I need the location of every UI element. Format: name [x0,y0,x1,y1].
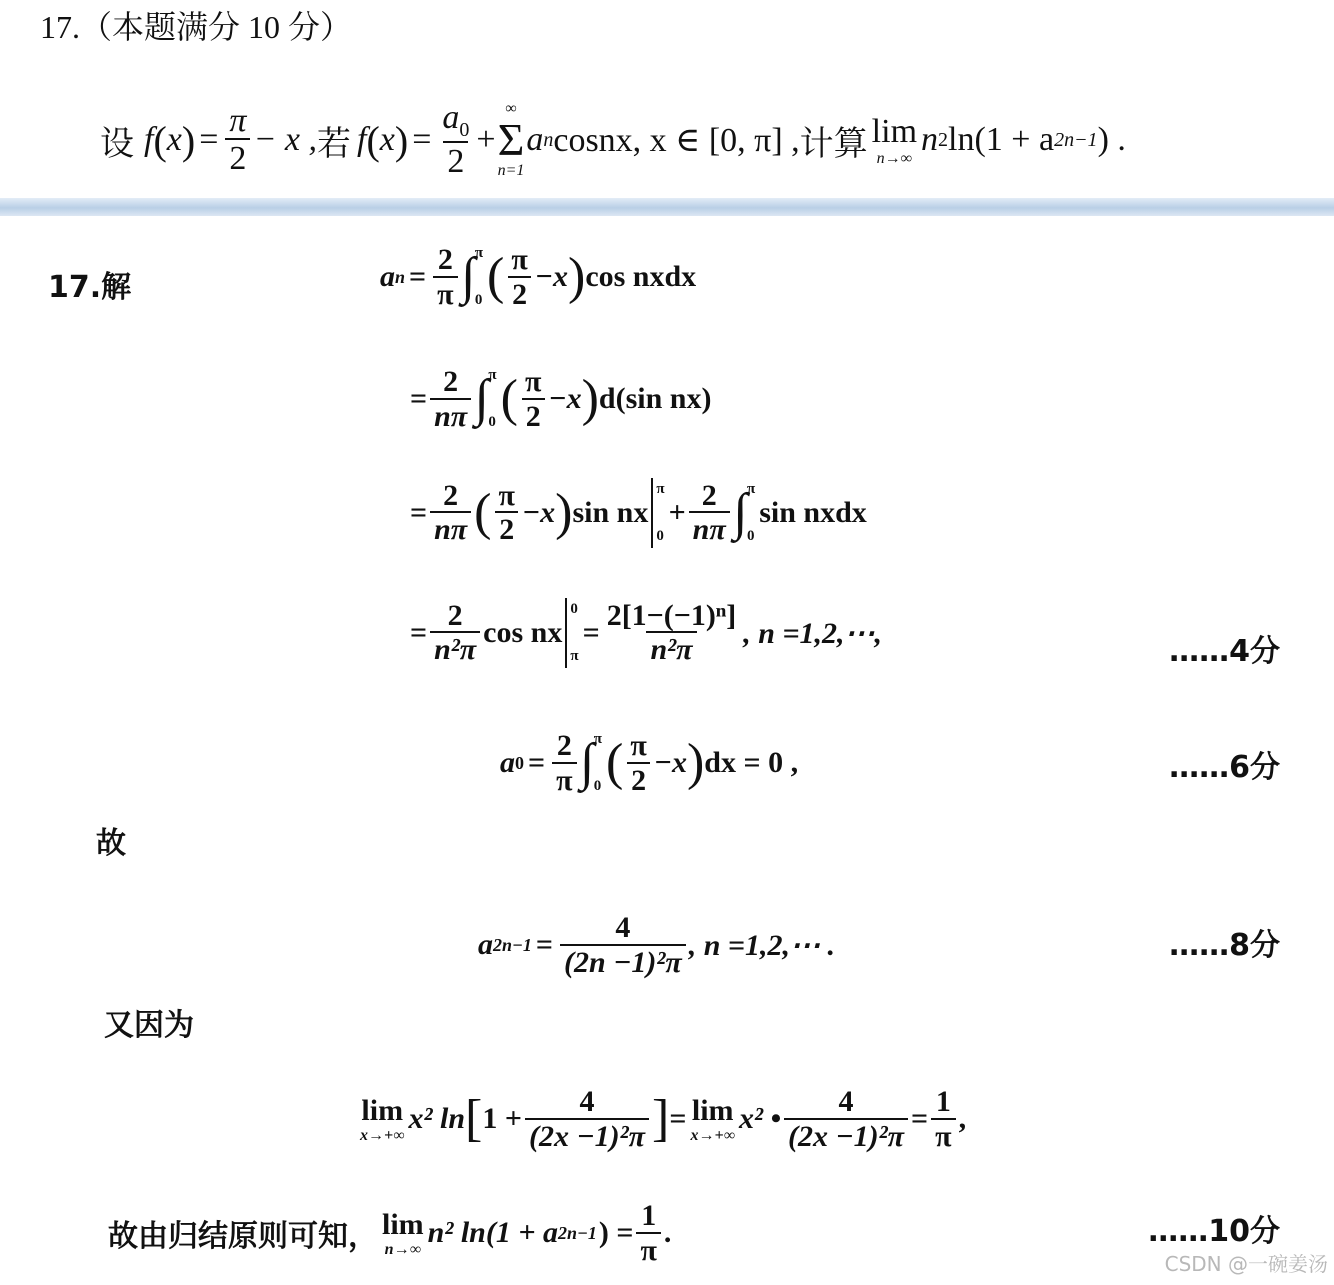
sum-top: ∞ [505,100,517,118]
frac-num: 2 [437,243,453,276]
an-sub: n [543,128,554,151]
eq: = [410,496,428,529]
frac-den: nπ [430,398,471,433]
eval-top: π [656,481,665,497]
watermark: CSDN @一碗姜汤 [1164,1252,1328,1276]
ln-part: ln(1 + a [948,121,1055,159]
problem-end: ) . [1097,121,1126,159]
frac-den-3: π [931,1118,955,1153]
frac-num-2: 4 [838,1085,854,1118]
frac-num: 4 [615,911,631,944]
a2n1-lhs-sub: 2n−1 [493,934,532,955]
an-lhs-sub: n [395,266,406,287]
inner-num: π [630,729,647,762]
int-bot: 0 [593,778,602,795]
inner-num: π [524,365,542,398]
frac-den: n²π [430,631,480,666]
sin-nx: sin nx [572,496,649,529]
eq: = [410,382,428,416]
line-tail: , n =1,2,⋯, [743,616,883,650]
x-var-2: x [379,121,395,159]
problem-statement [0,0,1334,205]
int-top: π [746,481,756,497]
you-yinwei-text: 又因为 [104,1008,194,1043]
inner-den: 2 [627,762,650,797]
integral-sign: ∫ [732,484,747,541]
if-text: 若 [316,125,351,163]
ln-sub: 2n−1 [1054,128,1098,151]
line-tail: sin nxdx [759,496,867,529]
frac-den-2: n²π [646,631,696,666]
frac-den: nπ [430,511,471,546]
f-symbol-2: f [356,121,367,159]
frac-num-2: 2 [701,478,717,512]
problem-lead: 设 [100,125,134,163]
frac-num: π [229,101,247,139]
int-top: π [488,367,497,384]
eval-bar [651,478,653,548]
a2n1-lhs: a [478,928,493,962]
integral-sign: ∫ [579,734,594,792]
pi-over-2 [225,103,250,178]
gu-text: 故 [96,826,126,861]
solution-line-3: = $\frac{2}{n\pi}$ ( $\frac{\pi}{2}$ −x ) sin nx π 0 + $\frac{2}{n\pi}$ ∫ π 0 sin nxdx [410,478,867,547]
a0-over-2 [438,100,473,180]
a0-lhs-sub: 0 [515,752,524,773]
conclusion-text: 故由归结原则可知， [108,1219,378,1255]
integral-sign: ∫ [474,370,489,428]
inner-num: π [498,478,515,512]
minus-x: −x [521,496,556,529]
frac-num: 2 [443,478,459,512]
lim-word: lim [871,112,918,150]
integral-sign: ∫ [460,248,475,306]
solution-conclusion [108,1200,671,1267]
sum-sym: Σ [497,114,525,166]
frac-den: (2x −1)²π [525,1118,649,1153]
minus-x: −x [653,746,687,780]
sum-bottom: n=1 [497,162,525,180]
lim-sub: n→∞ [876,149,913,167]
a0-letter: a [442,99,460,136]
eval-bot: 0 [656,528,664,544]
an-lhs: a [380,260,395,294]
int-top: π [474,245,484,262]
x2-dot: x² • [738,1102,781,1136]
frac-num: 2 [443,365,459,398]
line-tail: , [958,1102,967,1136]
score-4: ……4分 [1169,634,1280,669]
frac-num: 1 [641,1199,657,1232]
one-plus: 1 + [482,1102,522,1136]
eval-bot: π [570,648,579,664]
conclusion-sub: 2n−1 [557,1222,597,1243]
lim-word-2: lim [691,1093,734,1127]
x2-ln: x² ln [408,1102,466,1136]
solution-line-5: a 0 = $\frac{2}{\pi}$ ∫ π 0 ( $\frac{\pi}{2}$ −x ) dx = 0 , [500,729,799,797]
line-tail: dx = 0 , [704,746,799,780]
score-6: ……6分 [1169,750,1280,785]
compute-text: 计算 [799,125,868,163]
frac-num: 2 [447,598,463,632]
minus-x: −x [534,260,568,294]
frac-num: 4 [579,1085,595,1118]
eq-2: = [911,1102,929,1136]
conclusion-close: ) = [598,1216,634,1250]
line-tail: . [663,1216,672,1250]
eq: = [410,616,428,649]
eq: = [535,928,554,962]
solution-line-2: = $\frac{2}{n\pi}$ ∫ π 0 ( $\frac{\pi}{2}$ −x ) d(sin nx) [410,365,712,433]
lim-sub: x→+∞ [360,1126,405,1144]
problem-heading: 17.（本题满分 10 分） [40,9,353,45]
lim-word: lim [361,1093,404,1127]
cos-part: cosnx, x ∈ [0, π] , [553,122,800,160]
frac-den: (2n −1)²π [560,944,686,979]
f-symbol: f [144,121,154,159]
frac-den: π [552,762,576,797]
score-10: ……10分 [1148,1214,1280,1249]
frac-den: π [636,1232,660,1267]
lim-word: lim [382,1207,424,1241]
solution-line-1: a n = $\frac{2}{\pi}$ ∫ π 0 ( $\frac{\pi}{2}$ −x ) cos nxdx [380,243,697,311]
inner-den: 2 [495,511,518,546]
solution-line-7: lim x→+∞ x² ln [ 1 + $\frac{4}{\text{(2x −1)²π}}$ ] = lim x→+∞ x² • $\frac{4}{\text{(2x −1)²π}}$ = $\frac{1}{\pi}$ , [360,1085,967,1153]
score-8: ……8分 [1169,928,1280,963]
frac-den-2: (2x −1)²π [784,1118,908,1153]
solution-line-4 [410,598,882,668]
int-bot: 0 [488,414,496,431]
conclusion-body: n² ln(1 + a [427,1216,558,1250]
plus: + [668,496,686,529]
eq-sign: = [199,121,219,159]
minus-x: − x , [253,121,317,159]
a0-lhs: a [500,746,515,780]
frac-num-2: 2[1−(−1)ⁿ] [606,598,737,632]
int-top: π [593,731,603,748]
n-var: n [921,121,939,159]
minus-x: −x [548,382,582,416]
sum-operator [498,101,525,179]
eq: = [409,260,427,294]
line-tail: d(sin nx) [598,382,712,416]
problem-formula: 设 f ( x ) = $\frac{\pi}{2}$ − x , 若 f ( x ) = $\frac{a_0}{2}$ + ∞ Σ n=1 a n cosnx, x ∈ [0, π] , 计算 lim n→∞ n 2 ln(1 + a 2n−1 ) . [100,99,1126,180]
eq: = [528,746,546,780]
lim-operator [872,113,917,168]
eq: = [669,1102,687,1136]
eval-bar [565,598,567,668]
eq-sign-2: = [412,121,432,159]
an-letter: a [526,121,544,159]
frac-den: 2 [225,138,250,177]
int-bot: 0 [474,292,483,309]
eval-top: 0 [570,601,578,617]
solution-label: 17.解 [48,270,132,305]
lim-sub: n→∞ [384,1240,421,1258]
n-sup: 2 [938,128,949,151]
frac-num: 2 [556,729,572,762]
solution-line-6 [478,912,835,979]
inner-num: π [511,243,528,276]
frac-den-2: nπ [689,511,730,546]
eq-2: = [582,616,600,649]
frac-den: π [433,276,457,311]
inner-den: 2 [522,398,545,433]
a0-sub: 0 [459,118,470,141]
frac-den-2: 2 [443,141,468,180]
cos-nx: cos nx [483,616,563,649]
lim-sub-2: x→+∞ [690,1126,735,1144]
inner-den: 2 [508,276,531,311]
section-divider [0,198,1334,216]
line-tail: , n =1,2,⋯ . [688,928,836,962]
x-var: x [166,121,182,159]
int-bot: 0 [746,528,755,544]
plus-sign: + [476,121,496,159]
line-tail: cos nxdx [585,260,697,294]
frac-num-3: 1 [935,1085,951,1118]
